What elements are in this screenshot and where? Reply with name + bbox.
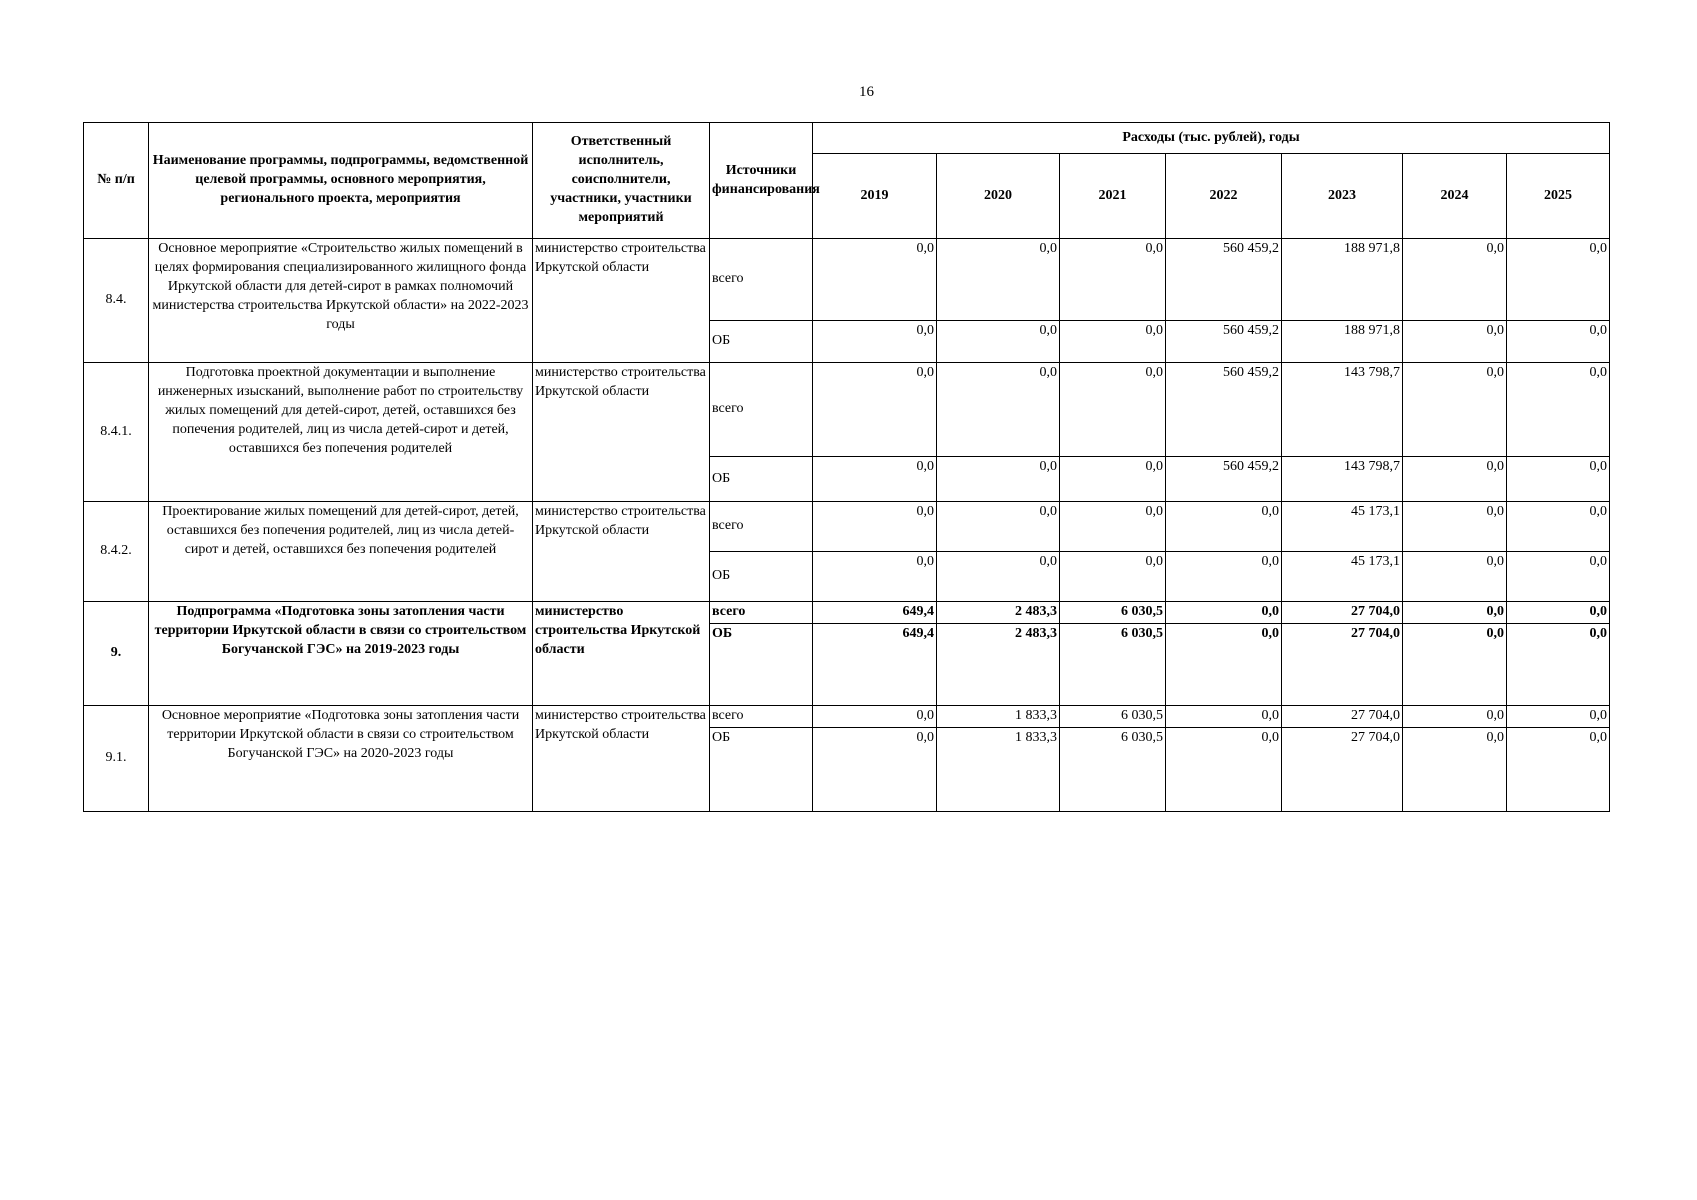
value-cell: 0,0: [1060, 363, 1166, 457]
row-source: ОБ: [710, 321, 813, 363]
value-cell: 0,0: [1166, 706, 1282, 728]
value-cell: 560 459,2: [1166, 239, 1282, 321]
row-source: ОБ: [710, 728, 813, 812]
value-cell: 6 030,5: [1060, 728, 1166, 812]
header-executor: Ответственный исполнитель, соисполнители, участники, участники мероприятий: [533, 123, 710, 239]
row-name: Проектирование жилых помещений для детей-сирот, детей, оставшихся без попечения родителей, лиц из числа детей-сирот и детей, оставшихся без попечения родителей: [149, 502, 533, 602]
value-cell: 0,0: [937, 502, 1060, 552]
value-cell: 649,4: [813, 602, 937, 624]
value-cell: 0,0: [937, 239, 1060, 321]
header-year: 2019: [813, 154, 937, 239]
row-source: ОБ: [710, 552, 813, 602]
value-cell: 0,0: [1507, 624, 1610, 706]
value-cell: 0,0: [1403, 363, 1507, 457]
value-cell: 6 030,5: [1060, 624, 1166, 706]
table-row: [84, 706, 1610, 728]
row-source: всего: [710, 706, 813, 728]
header-sources: Источники финансирования: [710, 123, 813, 239]
value-cell: 0,0: [1507, 728, 1610, 812]
header-name: Наименование программы, подпрограммы, ведомственной целевой программы, основного мероприятия, регионального проекта, мероприятия: [149, 123, 533, 239]
value-cell: 0,0: [937, 363, 1060, 457]
value-cell: 0,0: [1507, 457, 1610, 502]
value-cell: 0,0: [1507, 363, 1610, 457]
value-cell: 0,0: [1403, 321, 1507, 363]
value-cell: 0,0: [1060, 502, 1166, 552]
row-executor: министерство строительства Иркутской области: [533, 602, 710, 706]
value-cell: 143 798,7: [1282, 457, 1403, 502]
value-cell: 143 798,7: [1282, 363, 1403, 457]
value-cell: 0,0: [1166, 502, 1282, 552]
value-cell: 560 459,2: [1166, 457, 1282, 502]
value-cell: 0,0: [1507, 239, 1610, 321]
value-cell: 0,0: [1507, 321, 1610, 363]
row-source: всего: [710, 602, 813, 624]
value-cell: 0,0: [1403, 239, 1507, 321]
row-name: Основное мероприятие «Строительство жилых помещений в целях формирования специализированного жилищного фонда Иркутской области для детей-сирот в рамках полномочий министерства строительства Иркутской области» на 2022-2023 годы: [149, 239, 533, 363]
value-cell: 0,0: [1403, 457, 1507, 502]
header-year: 2025: [1507, 154, 1610, 239]
value-cell: 0,0: [1166, 728, 1282, 812]
table-row: [84, 239, 1610, 321]
value-cell: 6 030,5: [1060, 706, 1166, 728]
value-cell: 560 459,2: [1166, 321, 1282, 363]
value-cell: 0,0: [1403, 552, 1507, 602]
value-cell: 45 173,1: [1282, 502, 1403, 552]
row-source: всего: [710, 239, 813, 321]
value-cell: 0,0: [813, 706, 937, 728]
budget-table: [83, 122, 1610, 812]
value-cell: 0,0: [1060, 552, 1166, 602]
value-cell: 2 483,3: [937, 602, 1060, 624]
row-name: Подпрограмма «Подготовка зоны затопления части территории Иркутской области в связи со строительством Богучанской ГЭС» на 2019-2023 годы: [149, 602, 533, 706]
header-year: 2024: [1403, 154, 1507, 239]
row-executor: министерство строительства Иркутской области: [533, 239, 710, 363]
value-cell: 1 833,3: [937, 706, 1060, 728]
value-cell: 27 704,0: [1282, 602, 1403, 624]
row-executor: министерство строительства Иркутской области: [533, 363, 710, 502]
value-cell: 0,0: [1060, 321, 1166, 363]
value-cell: 6 030,5: [1060, 602, 1166, 624]
value-cell: 45 173,1: [1282, 552, 1403, 602]
row-name: Основное мероприятие «Подготовка зоны затопления части территории Иркутской области в связи со строительством Богучанской ГЭС» на 2020-2023 годы: [149, 706, 533, 812]
value-cell: 188 971,8: [1282, 239, 1403, 321]
value-cell: 560 459,2: [1166, 363, 1282, 457]
value-cell: 0,0: [1403, 728, 1507, 812]
value-cell: 0,0: [1403, 706, 1507, 728]
page-number: 16: [859, 84, 874, 100]
value-cell: 0,0: [1060, 239, 1166, 321]
value-cell: 2 483,3: [937, 624, 1060, 706]
header-year: 2020: [937, 154, 1060, 239]
row-num: 8.4.1.: [84, 363, 149, 502]
row-num: 9.1.: [84, 706, 149, 812]
row-source: ОБ: [710, 457, 813, 502]
row-num: 8.4.2.: [84, 502, 149, 602]
value-cell: 188 971,8: [1282, 321, 1403, 363]
row-source: всего: [710, 502, 813, 552]
value-cell: 0,0: [937, 457, 1060, 502]
value-cell: 0,0: [1507, 552, 1610, 602]
value-cell: 1 833,3: [937, 728, 1060, 812]
value-cell: 0,0: [1166, 552, 1282, 602]
value-cell: 0,0: [813, 728, 937, 812]
value-cell: 0,0: [1403, 602, 1507, 624]
value-cell: 0,0: [1507, 706, 1610, 728]
row-executor: министерство строительства Иркутской области: [533, 502, 710, 602]
row-source: всего: [710, 363, 813, 457]
table-row: [84, 502, 1610, 552]
value-cell: 0,0: [813, 502, 937, 552]
value-cell: 0,0: [1166, 624, 1282, 706]
header-num: № п/п: [84, 123, 149, 239]
table-row: [84, 363, 1610, 457]
value-cell: 27 704,0: [1282, 624, 1403, 706]
header-year: 2023: [1282, 154, 1403, 239]
value-cell: 0,0: [813, 239, 937, 321]
value-cell: 0,0: [813, 363, 937, 457]
table-row: [84, 602, 1610, 624]
value-cell: 0,0: [813, 457, 937, 502]
value-cell: 0,0: [937, 321, 1060, 363]
value-cell: 0,0: [1507, 602, 1610, 624]
value-cell: 0,0: [937, 552, 1060, 602]
value-cell: 0,0: [1403, 502, 1507, 552]
header-year: 2022: [1166, 154, 1282, 239]
value-cell: 649,4: [813, 624, 937, 706]
value-cell: 0,0: [1166, 602, 1282, 624]
row-num: 8.4.: [84, 239, 149, 363]
value-cell: 0,0: [813, 321, 937, 363]
value-cell: 0,0: [1060, 457, 1166, 502]
row-executor: министерство строительства Иркутской области: [533, 706, 710, 812]
row-num: 9.: [84, 602, 149, 706]
value-cell: 27 704,0: [1282, 706, 1403, 728]
value-cell: 0,0: [1403, 624, 1507, 706]
value-cell: 0,0: [1507, 502, 1610, 552]
row-name: Подготовка проектной документации и выполнение инженерных изысканий, выполнение работ по строительству жилых помещений для детей-сирот, детей, оставшихся без попечения родителей, лиц из числа детей-сирот и детей, оставшихся без попечения родителей: [149, 363, 533, 502]
header-year: 2021: [1060, 154, 1166, 239]
header-expenses: Расходы (тыс. рублей), годы: [813, 123, 1610, 154]
value-cell: 0,0: [813, 552, 937, 602]
row-source: ОБ: [710, 624, 813, 706]
value-cell: 27 704,0: [1282, 728, 1403, 812]
